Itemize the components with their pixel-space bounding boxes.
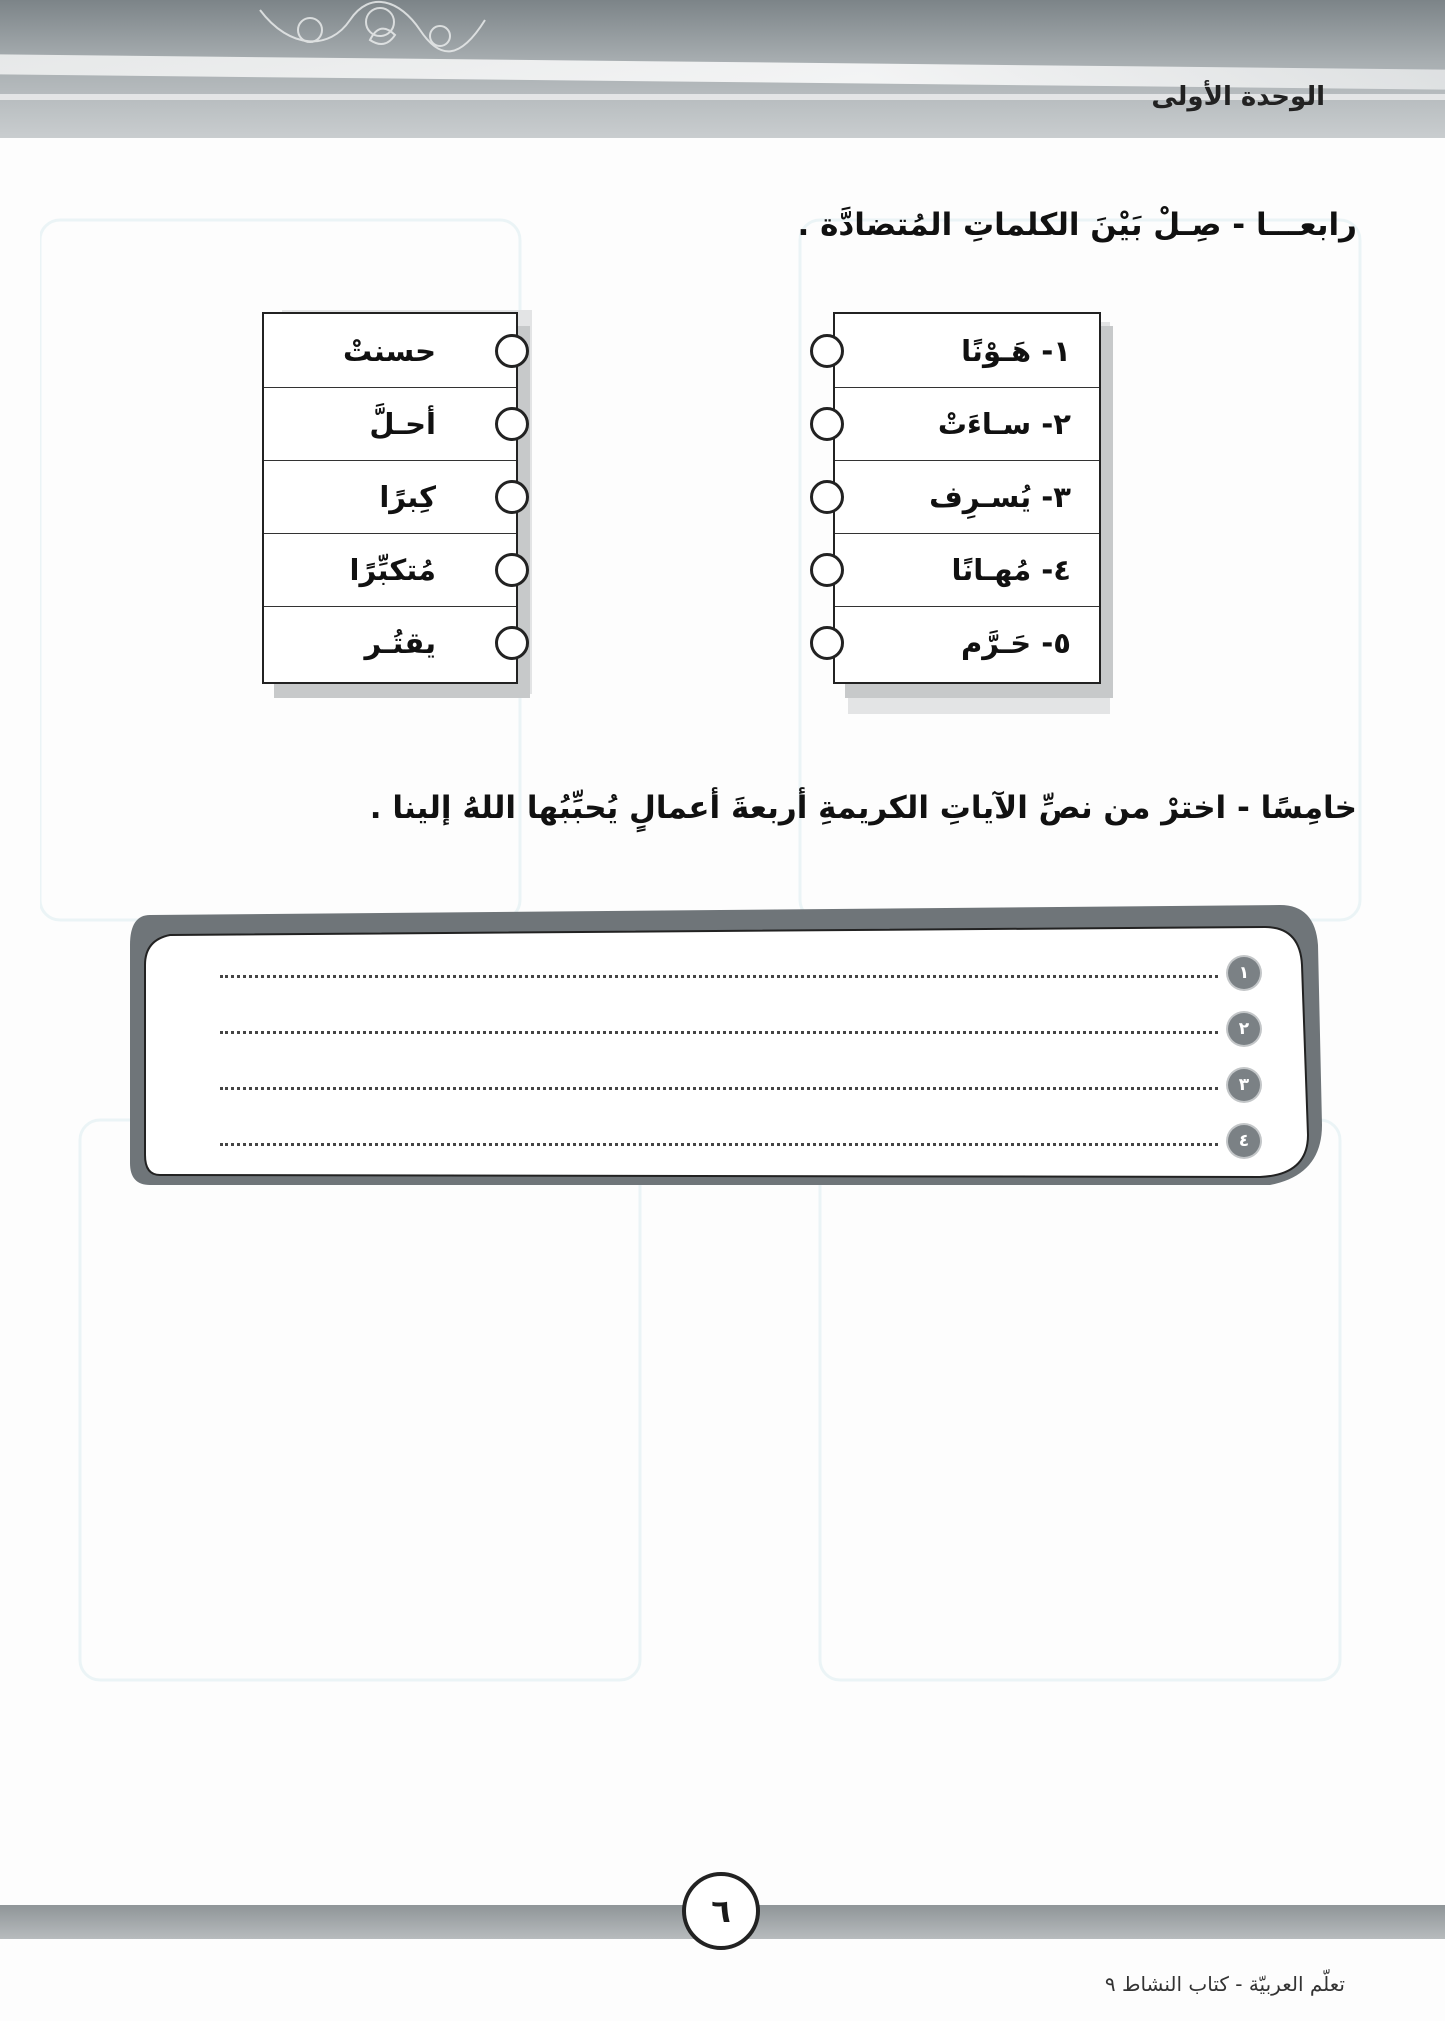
match-point-left-3[interactable]: [495, 480, 529, 514]
floral-ornament-icon: [250, 0, 490, 70]
match-point-left-1[interactable]: [495, 334, 529, 368]
dotted-line: [220, 1087, 1218, 1090]
left-word-3: كِبرًا: [379, 479, 436, 514]
book-title: تعلّم العربيّة - كتاب النشاط ٩: [1104, 1972, 1345, 1996]
answer-line-1[interactable]: [220, 955, 1260, 995]
dotted-line: [220, 1031, 1218, 1034]
right-word-3: ٣- يُسـرِف: [929, 479, 1071, 514]
right-word-4: ٤- مُهـانًا: [951, 552, 1071, 587]
left-word-4: مُتكبِّرًا: [349, 552, 436, 587]
left-word-2: أحـلَّ: [369, 406, 436, 441]
section-4-heading: رابعـــا - صِـلْ بَيْنَ الكلماتِ المُتضادَّة .: [797, 207, 1357, 243]
line-number-badge: ١: [1228, 957, 1260, 989]
answer-line-4[interactable]: [220, 1123, 1260, 1163]
right-word-card: [833, 312, 1101, 684]
match-point-right-1[interactable]: [810, 334, 844, 368]
answer-line-3[interactable]: [220, 1067, 1260, 1107]
unit-title: الوحدة الأولى: [1151, 82, 1325, 112]
line-number-badge: ٤: [1228, 1125, 1260, 1157]
left-word-5: يقتُـر: [364, 625, 436, 660]
section-5-heading: خامِسًا - اخترْ من نصِّ الآياتِ الكريمةِ أربعةَ أعمالٍ يُحبِّبُها اللهُ إلينا .: [369, 790, 1357, 826]
match-point-right-5[interactable]: [810, 626, 844, 660]
line-number-badge: ٣: [1228, 1069, 1260, 1101]
line-number-badge: ٢: [1228, 1013, 1260, 1045]
match-point-left-2[interactable]: [495, 407, 529, 441]
answer-line-2[interactable]: [220, 1011, 1260, 1051]
match-point-right-4[interactable]: [810, 553, 844, 587]
right-word-2: ٢- سـاءَتْ: [937, 406, 1071, 441]
dotted-line: [220, 1143, 1218, 1146]
match-point-right-2[interactable]: [810, 407, 844, 441]
match-point-left-5[interactable]: [495, 626, 529, 660]
left-word-card: [262, 312, 518, 684]
match-point-left-4[interactable]: [495, 553, 529, 587]
page-number: ٦: [682, 1872, 760, 1950]
match-point-right-3[interactable]: [810, 480, 844, 514]
left-word-1: حسنتْ: [343, 333, 436, 368]
header-band: [0, 0, 1445, 138]
right-word-1: ١- هَـوْنًا: [961, 333, 1071, 368]
right-word-5: ٥- حَـرَّم: [961, 625, 1071, 660]
dotted-line: [220, 975, 1218, 978]
